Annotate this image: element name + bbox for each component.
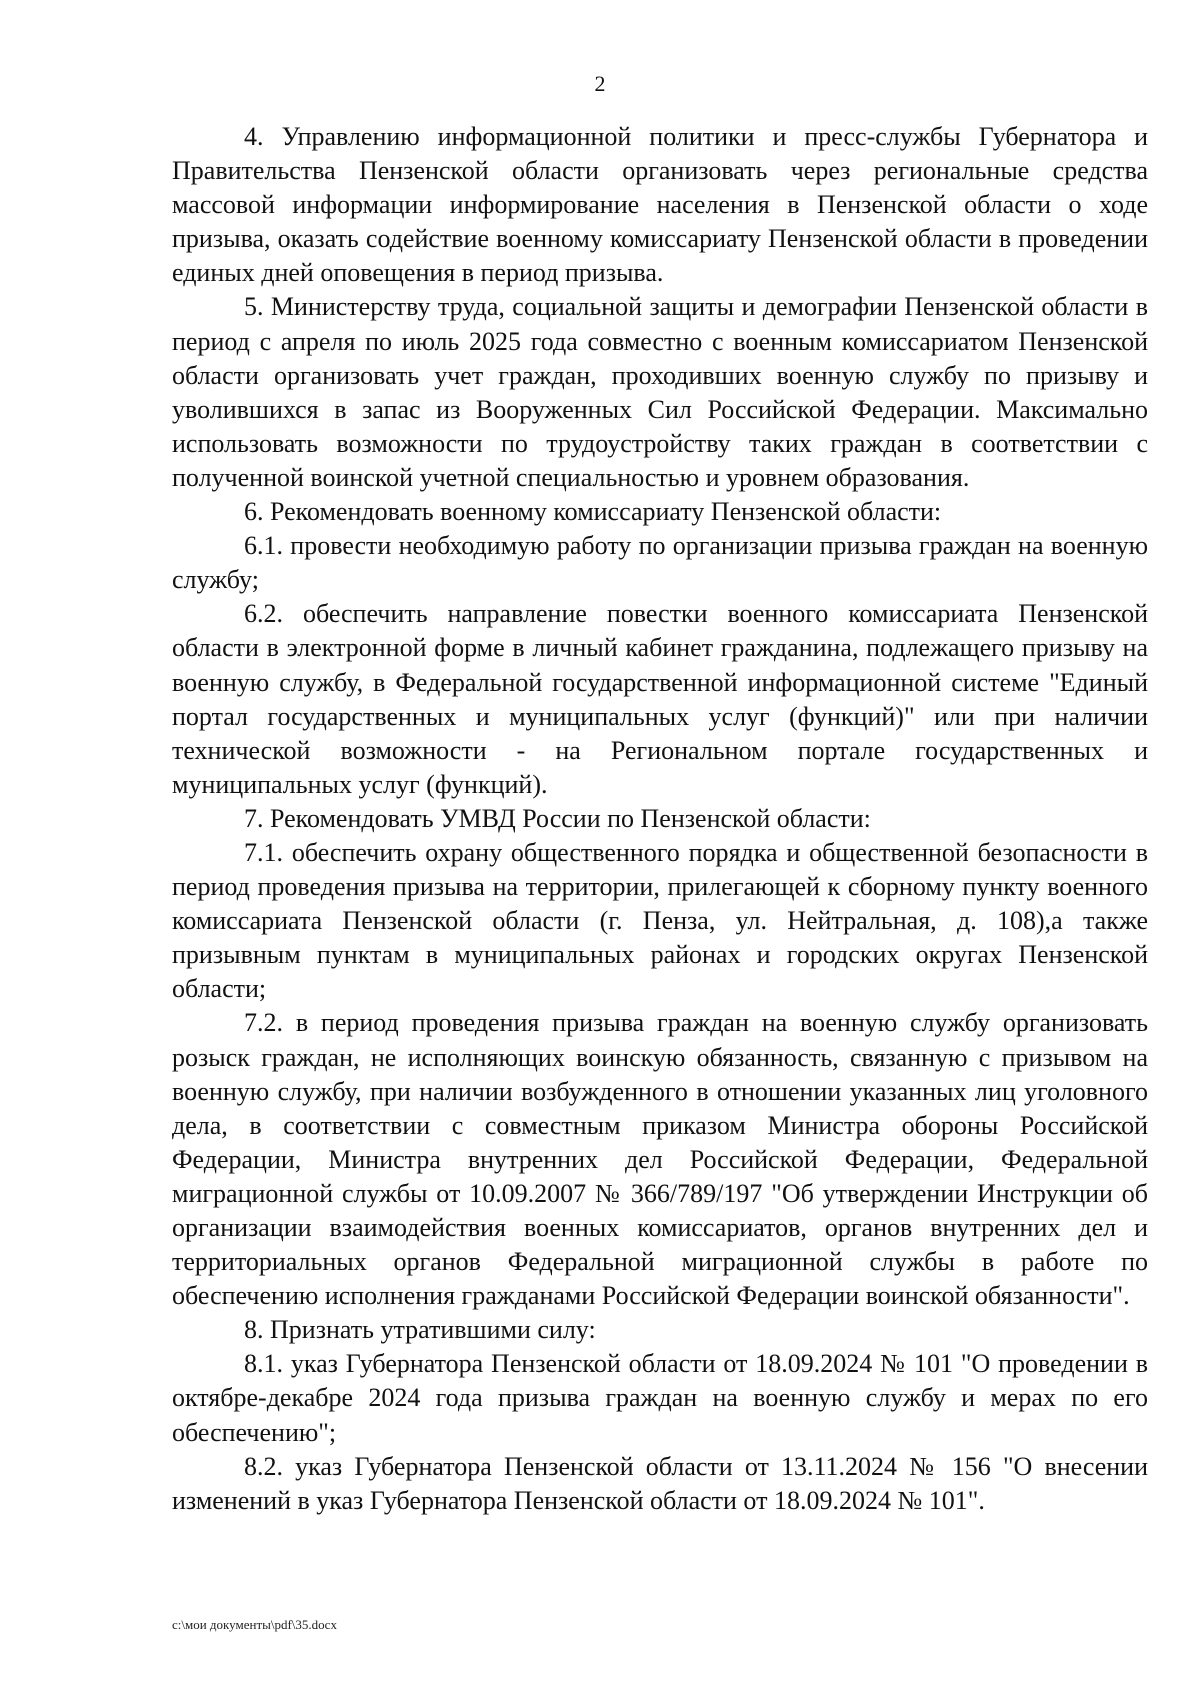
paragraph-7-1: 7.1. обеспечить охрану общественного порядка и общественной безопасности в период проведения призыва на территории, прилегающей к сборному пункту военного комиссариата Пензенской области (г. Пенза, ул. Нейтральная, д. 108),а также призывным пунктам в муниципальных районах и городских округах Пензенской области;: [172, 837, 1148, 1004]
document-body: [172, 120, 1148, 1518]
footer-file-path: c:\мои документы\pdf\35.docx: [172, 1617, 337, 1632]
paragraph-6-2: 6.2. обеспечить направление повестки военного комиссариата Пензенской области в электронной форме в личный кабинет гражданина, подлежащего призыву на военную службу, в Федеральной государственной информационной системе "Единый портал государственных и муниципальных услуг (функций)" или при наличии технической возможности - на Региональном портале государственных и муниципальных услуг (функций).: [172, 599, 1148, 799]
paragraph-8-2: 8.2. указ Губернатора Пензенской области от 13.11.2024 № 156 "О внесении изменений в указ Губернатора Пензенской области от 18.09.2024 № 101".: [172, 1451, 1148, 1515]
paragraph-7-2: 7.2. в период проведения призыва граждан на военную службу организовать розыск граждан, не исполняющих воинскую обязанность, связанную с призывом на военную службу, при наличии возбужденного в отношении указанных лиц уголовного дела, в соответствии с совместным приказом Министра обороны Российской Федерации, Министра внутренних дел Российской Федерации, Федеральной миграционной службы от 10.09.2007 № 366/789/197 "Об утверждении Инструкции об организации взаимодействия военных комиссариатов, органов внутренних дел и территориальных органов Федеральной миграционной службы в работе по обеспечению исполнения гражданами Российской Федерации воинской обязанности".: [172, 1008, 1148, 1311]
paragraph-6-1: 6.1. провести необходимую работу по организации призыва граждан на военную службу;: [172, 531, 1148, 595]
page-number: 2: [594, 71, 606, 96]
paragraph-4: 4. Управлению информационной политики и пресс-службы Губернатора и Правительства Пензенской области организовать через региональные средства массовой информации информирование населения в Пензенской области о ходе призыва, оказать содействие военному комиссариату Пензенской области в проведении единых дней оповещения в период призыва.: [172, 122, 1148, 288]
paragraph-5: 5. Министерству труда, социальной защиты и демографии Пензенской области в период с апреля по июль 2025 года совместно с военным комиссариатом Пензенской области организовать учет граждан, проходивших военную службу по призыву и уволившихся в запас из Вооруженных Сил Российской Федерации. Максимально использовать возможности по трудоустройству таких граждан в соответствии с полученной воинской учетной специальностью и уровнем образования.: [172, 292, 1148, 492]
paragraph-6: 6. Рекомендовать военному комиссариату Пензенской области:: [244, 497, 942, 527]
paragraph-8-1: 8.1. указ Губернатора Пензенской области от 18.09.2024 № 101 "О проведении в октябре-декабре 2024 года призыва граждан на военную службу и мерах по его обеспечению";: [172, 1349, 1148, 1447]
paragraph-8: 8. Признать утратившими силу:: [244, 1315, 596, 1345]
paragraph-7: 7. Рекомендовать УМВД России по Пензенской области:: [244, 803, 871, 833]
